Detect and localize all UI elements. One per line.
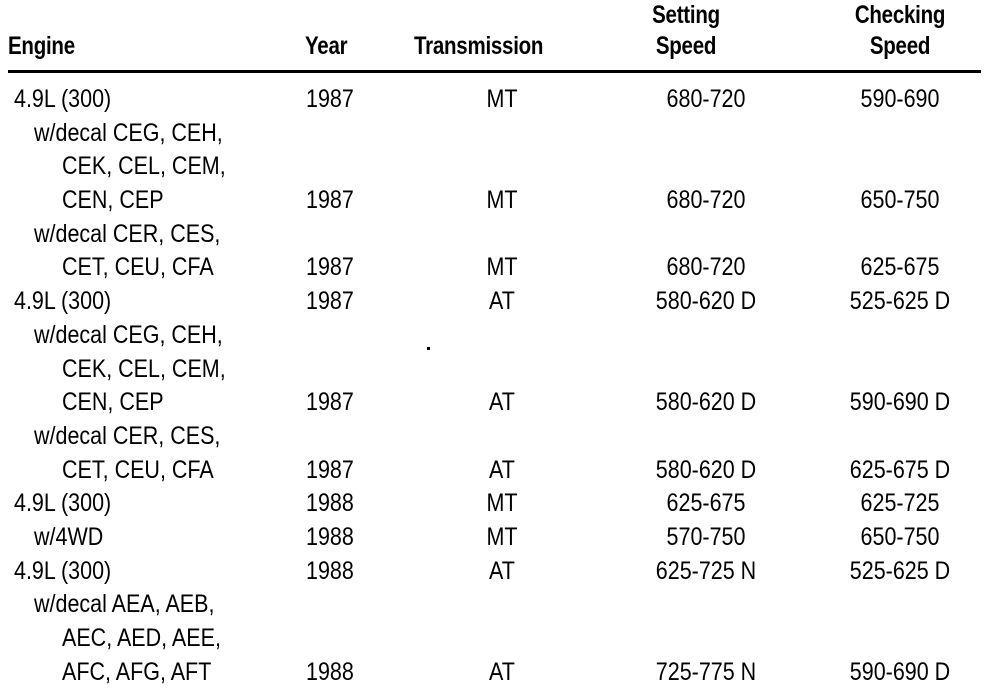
engine-cell: AEC, AED, AEE, (62, 624, 221, 652)
transmission-cell: MT (486, 522, 518, 551)
year-cell: 1987 (306, 455, 354, 484)
print-speck (427, 347, 430, 350)
checking-speed-cell: 590-690 D (849, 657, 951, 686)
setting-speed-cell: 580-620 D (655, 388, 757, 417)
engine-cell: 4.9L (300) (14, 287, 112, 316)
checking-speed-cell: 625-675 D (849, 455, 951, 484)
engine-cell: w/decal CEG, CEH, (34, 118, 223, 147)
setting-speed-cell: 580-620 D (655, 287, 757, 316)
engine-cell: 4.9L (300) (14, 85, 112, 113)
table-row (0, 388, 1008, 422)
table-row (0, 85, 1008, 119)
checking-speed-cell: 650-750 (860, 186, 940, 215)
table-row (0, 119, 1008, 153)
transmission-cell: AT (489, 657, 515, 686)
setting-speed-cell: 570-750 (666, 522, 746, 551)
transmission-cell: AT (489, 388, 515, 417)
engine-cell: CEN, CEP (62, 186, 164, 215)
year-cell: 1987 (306, 253, 354, 282)
table-row (0, 253, 1008, 287)
header-rule (8, 70, 981, 73)
table-row (0, 186, 1008, 220)
table-row (0, 624, 1008, 658)
checking-speed-cell: 590-690 (860, 85, 940, 113)
engine-cell: w/decal CER, CES, (34, 421, 221, 450)
engine-cell: AFC, AFG, AFT (62, 657, 212, 686)
header-transmission: Transmission (414, 32, 544, 60)
header-year: Year (305, 32, 348, 60)
engine-cell: 4.9L (300) (14, 489, 112, 518)
engine-cell: w/decal AEA, AEB, (34, 590, 215, 619)
engine-cell: CET, CEU, CFA (62, 253, 214, 282)
checking-speed-cell: 625-675 (860, 253, 940, 282)
engine-cell: w/4WD (34, 522, 104, 551)
table-row (0, 456, 1008, 490)
table-row (0, 523, 1008, 557)
setting-speed-cell: 625-725 N (655, 556, 757, 585)
table-row (0, 590, 1008, 624)
year-cell: 1988 (306, 657, 354, 686)
engine-cell: CEN, CEP (62, 388, 164, 417)
year-cell: 1987 (306, 287, 354, 316)
table-row (0, 152, 1008, 186)
transmission-cell: MT (486, 186, 518, 215)
header-checking-line1: Checking (854, 1, 946, 29)
table-body (0, 85, 1008, 691)
setting-speed-cell: 680-720 (666, 186, 746, 215)
checking-speed-cell: 525-625 D (849, 556, 951, 585)
year-cell: 1988 (306, 522, 354, 551)
engine-cell: 4.9L (300) (14, 556, 112, 585)
header-setting-line1: Setting (652, 1, 720, 29)
table-row (0, 557, 1008, 591)
transmission-cell: MT (486, 489, 518, 518)
checking-speed-cell: 625-725 (860, 489, 940, 518)
table-row (0, 220, 1008, 254)
header-setting-line2: Speed (655, 32, 717, 60)
year-cell: 1988 (306, 556, 354, 585)
engine-cell: CEK, CEL, CEM, (62, 152, 226, 181)
year-cell: 1987 (306, 388, 354, 417)
checking-speed-cell: 590-690 D (849, 388, 951, 417)
table-row (0, 287, 1008, 321)
table-row (0, 489, 1008, 523)
setting-speed-cell: 680-720 (666, 253, 746, 282)
transmission-cell: MT (486, 85, 518, 113)
checking-speed-cell: 525-625 D (849, 287, 951, 316)
engine-cell: CEK, CEL, CEM, (62, 354, 226, 383)
table-row (0, 321, 1008, 355)
setting-speed-cell: 625-675 (666, 489, 746, 518)
setting-speed-cell: 725-775 N (655, 657, 757, 686)
transmission-cell: MT (486, 253, 518, 282)
header-checking-line2: Speed (869, 32, 931, 60)
table-row (0, 422, 1008, 456)
engine-cell: w/decal CER, CES, (34, 219, 221, 248)
checking-speed-cell: 650-750 (860, 522, 940, 551)
year-cell: 1988 (306, 489, 354, 518)
engine-cell: CET, CEU, CFA (62, 455, 214, 484)
setting-speed-cell: 680-720 (666, 85, 746, 113)
year-cell: 1987 (306, 85, 354, 113)
year-cell: 1987 (306, 186, 354, 215)
table-row (0, 355, 1008, 389)
transmission-cell: AT (489, 556, 515, 585)
setting-speed-cell: 580-620 D (655, 455, 757, 484)
engine-cell: w/decal CEG, CEH, (34, 320, 223, 349)
header-engine: Engine (8, 32, 75, 60)
transmission-cell: AT (489, 455, 515, 484)
transmission-cell: AT (489, 287, 515, 316)
table-row (0, 658, 1008, 691)
